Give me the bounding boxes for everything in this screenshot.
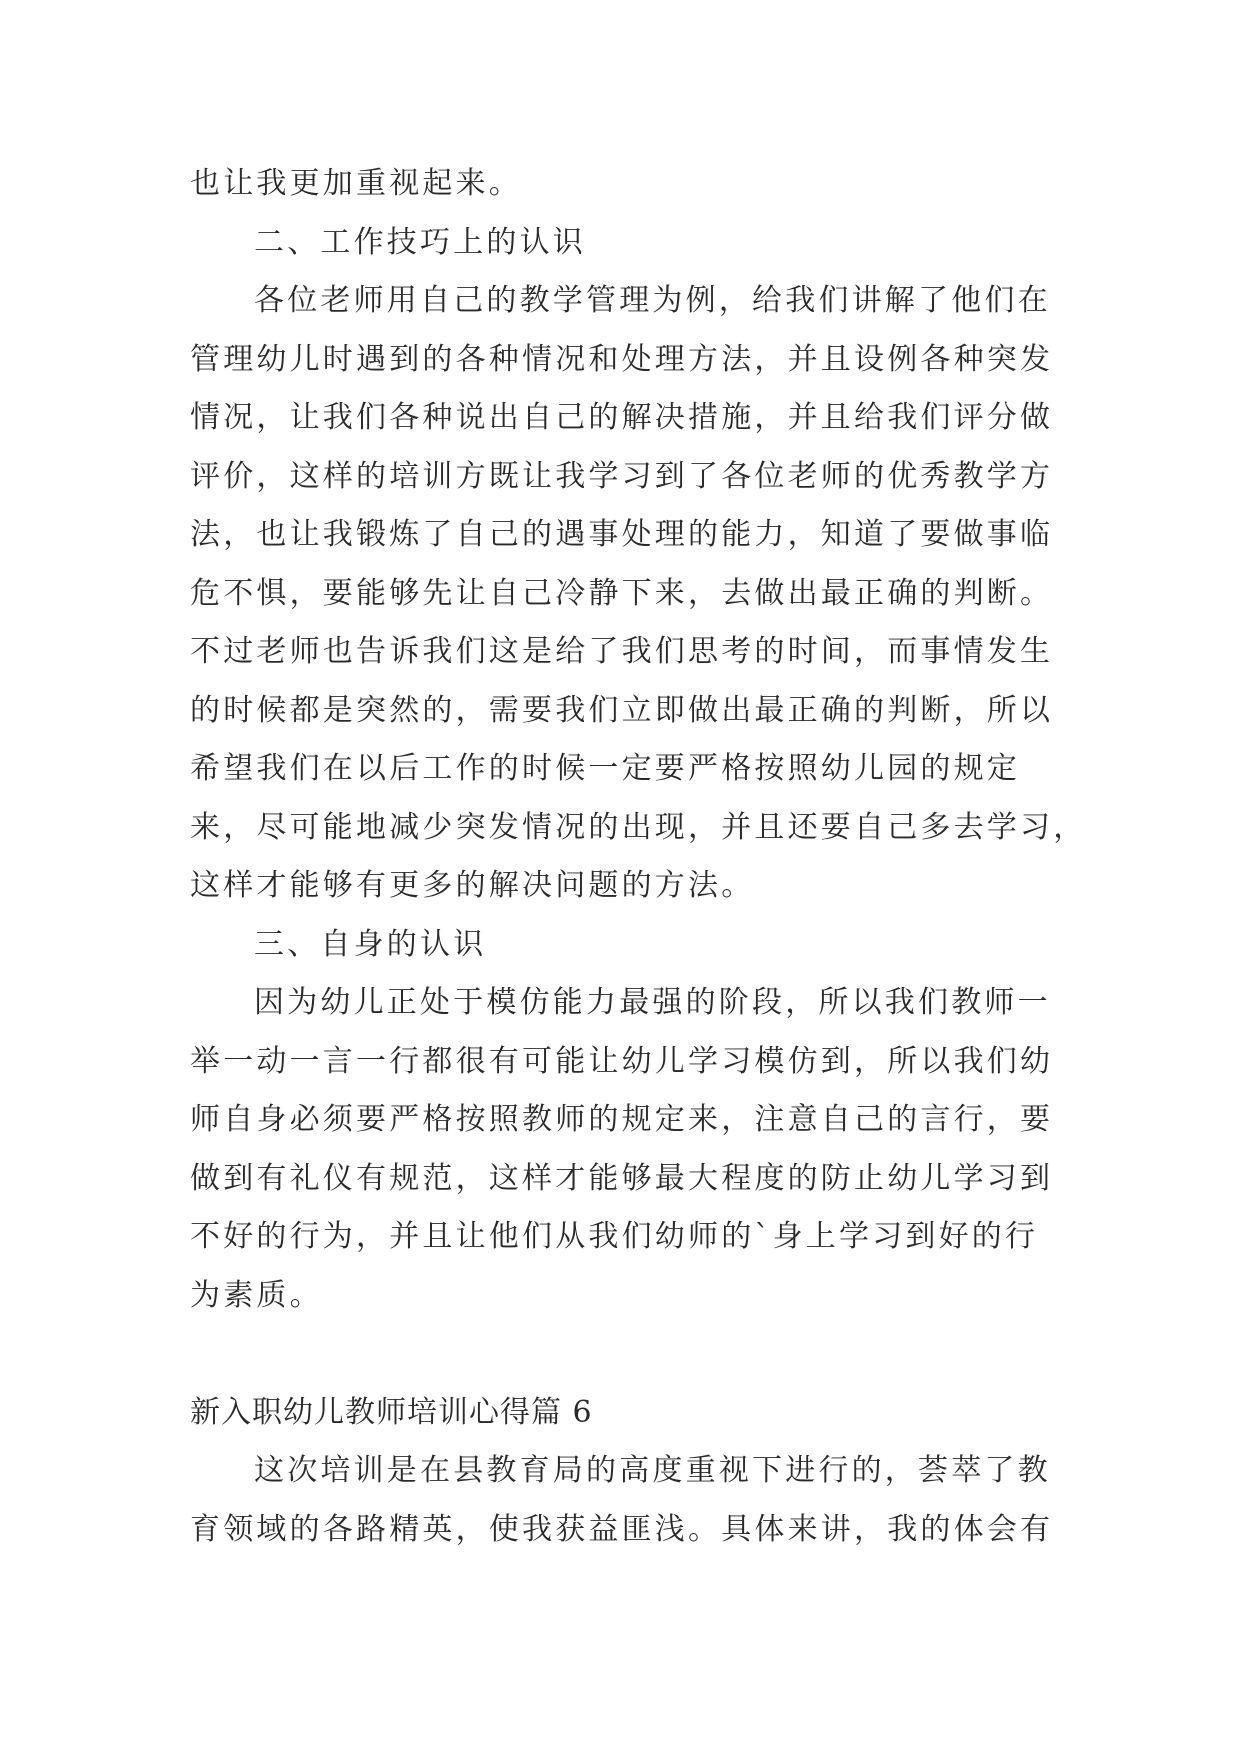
paragraph-line: 法，也让我锻炼了自己的遇事处理的能力，知道了要做事临 [190, 517, 1054, 552]
paragraph-line: 不好的行为，并且让他们从我们幼师的`身上学习到好的行 [190, 1219, 1039, 1254]
paragraph-line: 各位老师用自己的教学管理为例，给我们讲解了他们在 [254, 283, 1051, 318]
paragraph-line: 这样才能够有更多的解决问题的方法。 [190, 868, 755, 903]
article-title: 新入职幼儿教师培训心得篇 6 [190, 1394, 593, 1430]
paragraph-line: 育领域的各路精英，使我获益匪浅。具体来讲，我的体会有 [190, 1511, 1054, 1547]
section-heading: 二、工作技巧上的认识 [254, 224, 586, 260]
paragraph-line: 这次培训是在县教育局的高度重视下进行的，荟萃了教 [254, 1453, 1051, 1488]
paragraph-line: 做到有礼仪有规范，这样才能够最大程度的防止幼儿学习到 [190, 1160, 1054, 1196]
paragraph-line: 不过老师也告诉我们这是给了我们思考的时间，而事情发生 [190, 634, 1054, 669]
paragraph-line: 也让我更加重视起来。 [190, 166, 522, 201]
document-body [190, 155, 1087, 1559]
paragraph-line: 师自身必须要严格按照教师的规定来，注意自己的言行，要 [190, 1102, 1054, 1137]
paragraph-line: 为素质。 [190, 1277, 323, 1313]
paragraph-line: 希望我们在以后工作的时候一定要严格按照幼儿园的规定 [190, 751, 1020, 786]
paragraph-gap [190, 1325, 1060, 1384]
paragraph-line: 来，尽可能地减少突发情况的出现，并且还要自己多去学习， [190, 809, 1087, 845]
paragraph-line: 因为幼儿正处于模仿能力最强的阶段，所以我们教师一 [254, 985, 1051, 1020]
paragraph-line: 情况，让我们各种说出自己的解决措施，并且给我们评分做 [190, 400, 1054, 435]
paragraph-line: 的时候都是突然的，需要我们立即做出最正确的判断，所以 [190, 692, 1054, 728]
paragraph-line: 危不惧，要能够先让自己冷静下来，去做出最正确的判断。 [190, 575, 1054, 611]
section-heading: 三、自身的认识 [254, 926, 487, 962]
paragraph-line: 评价，这样的培训方既让我学习到了各位老师的优秀教学方 [190, 458, 1054, 494]
paragraph-line: 管理幼儿时遇到的各种情况和处理方法，并且设例各种突发 [190, 341, 1054, 377]
paragraph-line: 举一动一言一行都很有可能让幼儿学习模仿到，所以我们幼 [190, 1043, 1054, 1079]
